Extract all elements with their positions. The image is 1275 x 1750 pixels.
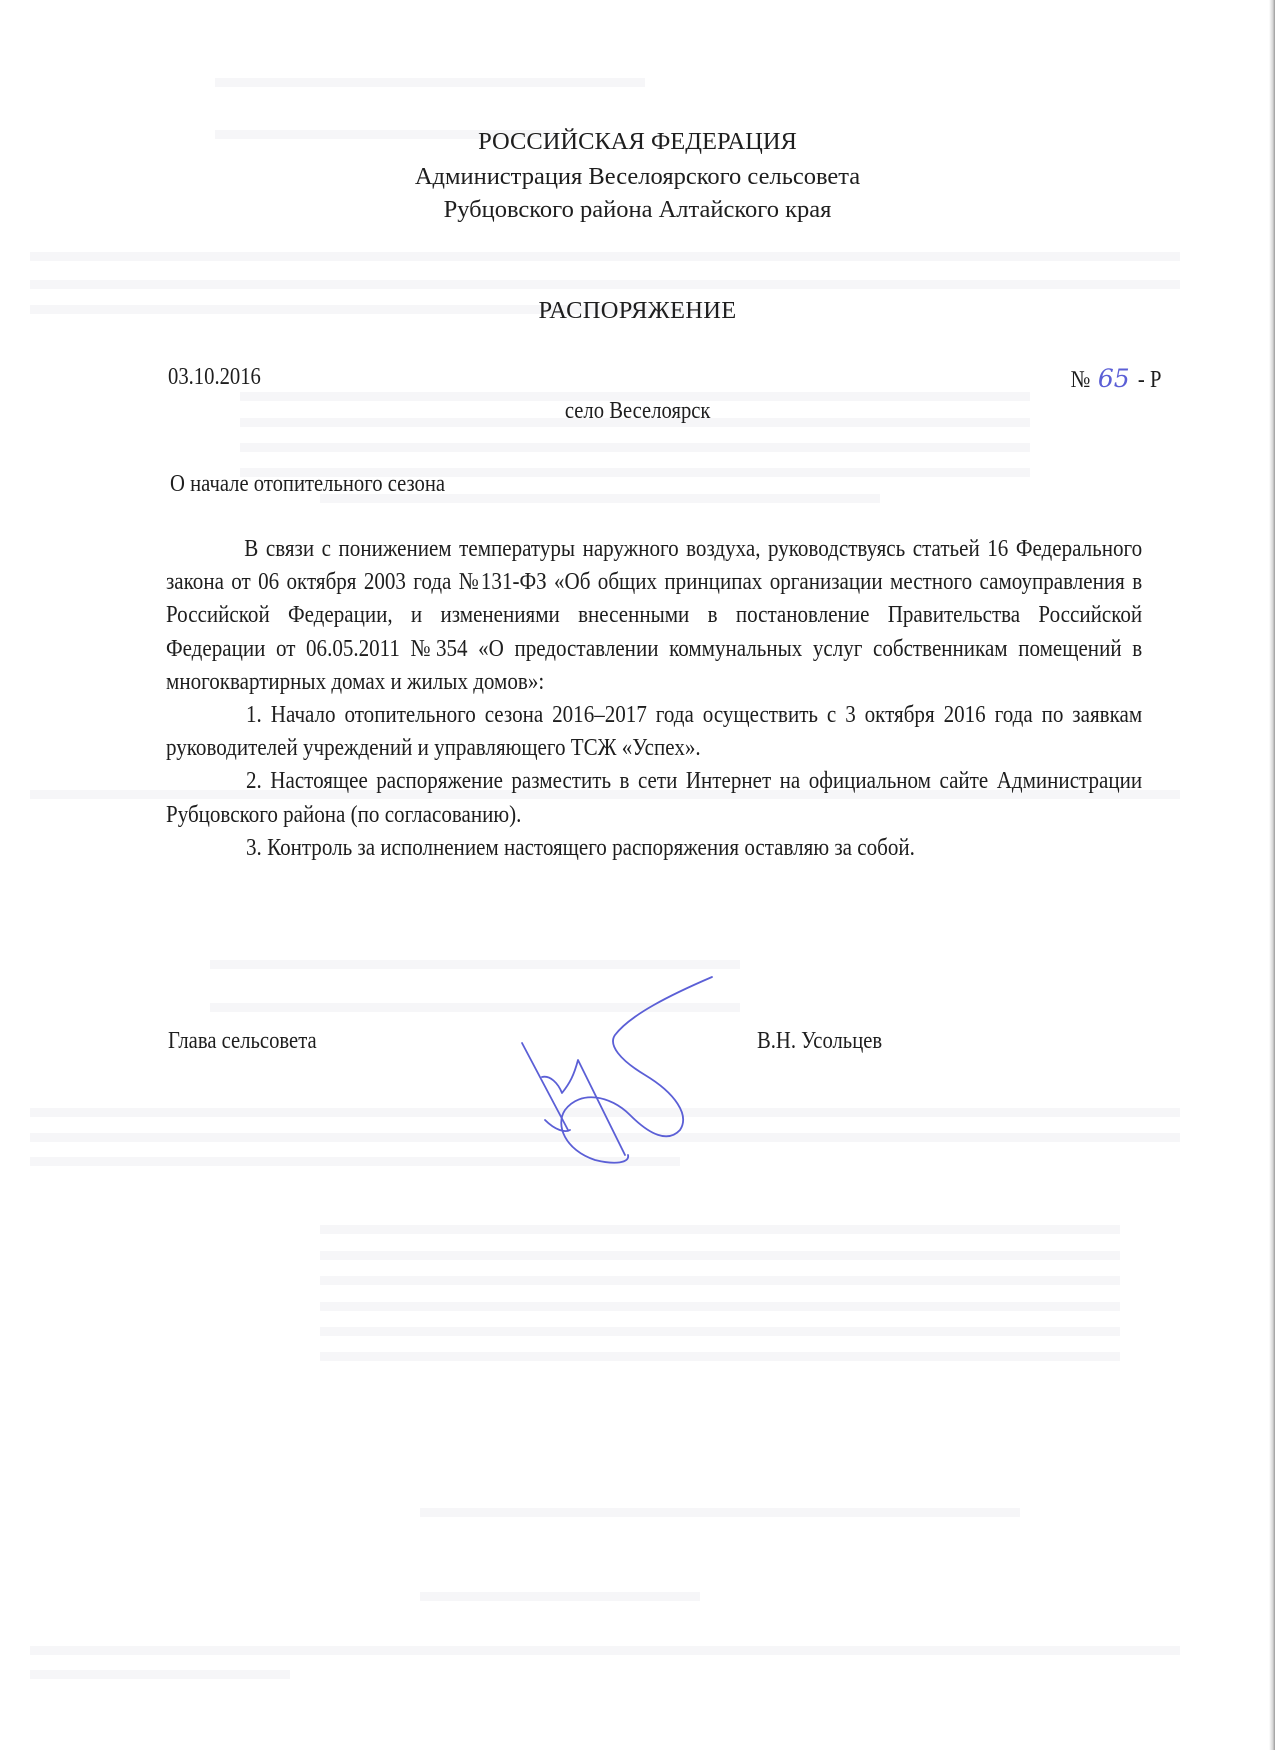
place-text: село Веселоярск [564,398,711,424]
handwritten-signature [470,965,730,1165]
signatory-name: В.Н. Усольцев [757,1028,883,1054]
document-subject: О начале отопительного сезона [170,471,446,497]
signatory-role: Глава сельсовета [168,1028,317,1054]
preamble-paragraph: В связи с понижением температуры наружного воздуха, руководствуясь статьей 16 Федерального закона от 06 октября 2003 года №131-ФЗ «Об общих принципах организации местного самоуправления в Российской Федерации, и изменениями внесенными в постановление Правительства Российской Федерации от 06.05.2011 №354 «О предоставлении коммунальных услуг собственникам помещений в многоквартирных домах и жилых домов»: [166,535,1143,695]
country-heading: РОССИЙСКАЯ ФЕДЕРАЦИЯ [478,128,797,155]
clause-3: 3. Контроль за исполнением настоящего распоряжения оставляю за собой. [246,833,915,861]
clause-1: 1. Начало отопительного сезона 2016–2017 года осуществить с 3 октября 2016 года по заявкам руководителей учреждений и управляющего ТСЖ «Успех». [166,701,1143,762]
page-edge-shadow [1269,0,1275,1750]
clause-2: 2. Настоящее распоряжение разместить в сети Интернет на официальном сайте Администрации Рубцовского района (по согласованию). [166,767,1143,828]
administration-heading: Администрация Веселоярского сельсовета [414,163,861,190]
document-place [0,398,1275,425]
number-sign: № [1070,367,1091,393]
district-heading: Рубцовского района Алтайского края [443,196,832,223]
handwritten-number: 65 [1097,364,1130,393]
document-type-title: РАСПОРЯЖЕНИЕ [538,297,737,324]
number-suffix: - Р [1137,367,1162,393]
document-body [166,532,1142,864]
document-number [1069,364,1163,394]
document-date: 03.10.2016 [168,364,261,390]
